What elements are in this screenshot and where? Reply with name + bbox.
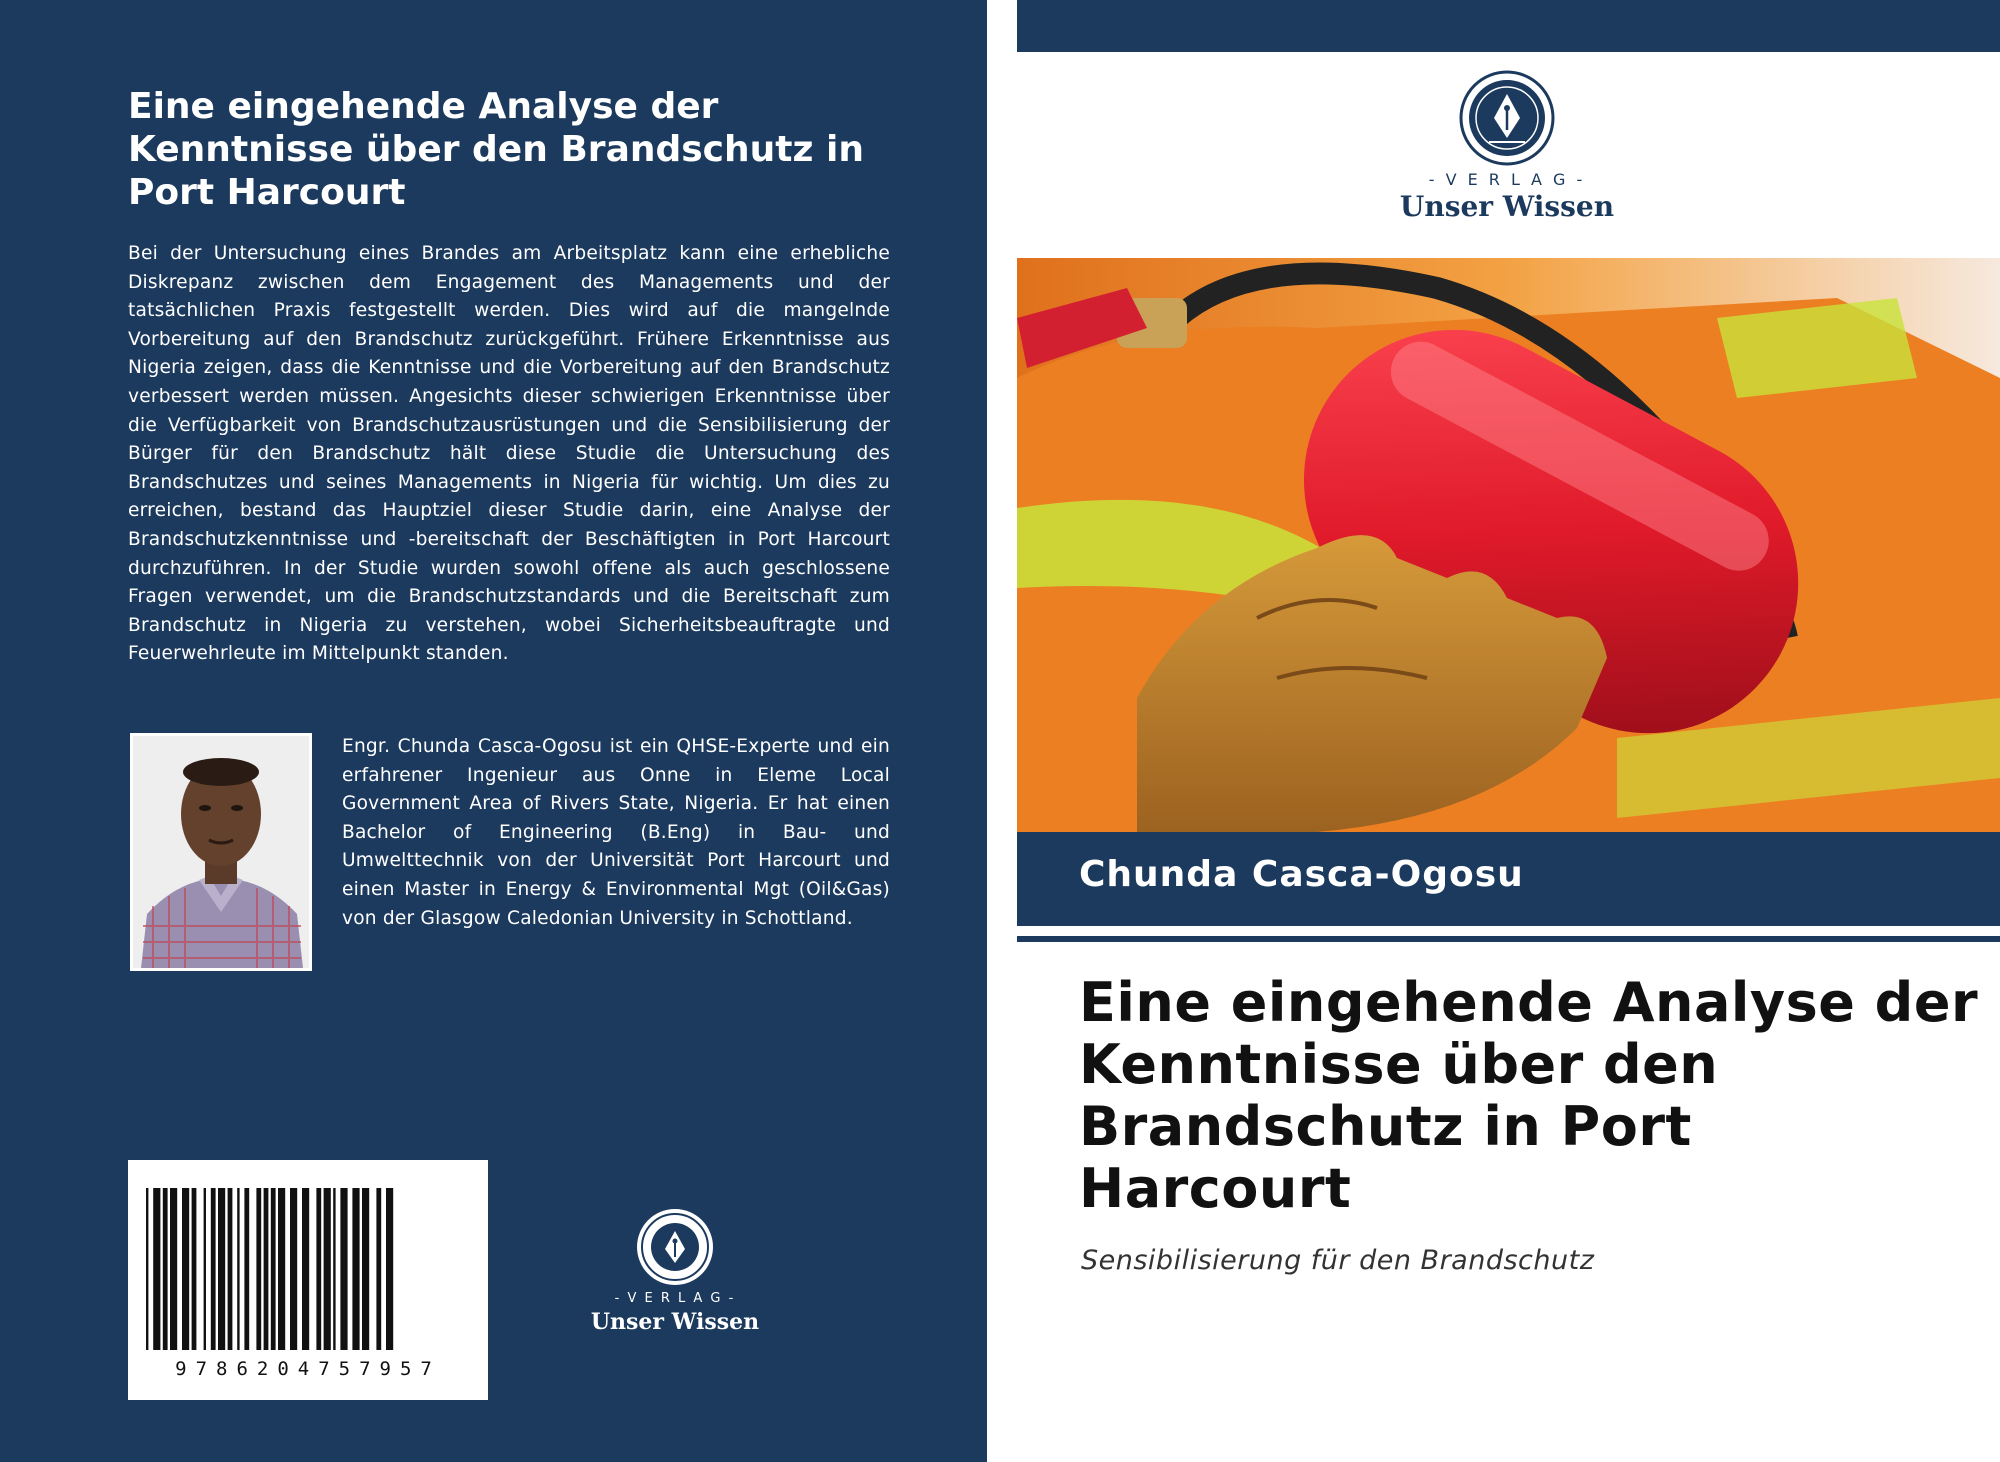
back-cover-blurb: Bei der Untersuchung eines Brandes am Arbeitsplatz kann eine erhebliche Diskrepanz zwischen dem Engagement des Managements und der tatsächlichen Praxis festgestellt werden. Dies wird auf die mangelnde Vorbereitung auf den Brandschutz zurückgeführt. Frühere Erkenntnisse aus Nigeria zeigen, dass die Kenntnisse und die Vorbereitung auf den Brandschutz verbessert werden müssen. Angesichts dieser schwierigen Erkenntnisse über die Verfügbarkeit von Brandschutzausrüstungen und die Sensibilisierung der Bürger für den Brandschutz hält diese Studie die Untersuchung des Brandschutzes und seines Managements in Nigeria für wichtig. Um dies zu erreichen, bestand das Hauptziel dieser Studie darin, eine Analyse der Brandschutzkenntnisse und -bereitschaft der Beschäftigten in Port Harcourt durchzuführen. In der Studie wurden sowohl offene als auch geschlossene Fragen verwendet, um die Brandschutzstandards und die Bereitschaft zum Brandschutz in Nigeria zu verstehen, wobei Sicherheitsbeauftragte und Feuerwehrleute im Mittelpunkt standen.	[128, 243, 890, 665]
back-publisher-name: Unser Wissen	[590, 1309, 760, 1335]
barcode-bar	[376, 1188, 381, 1350]
front-publisher-name: Unser Wissen	[1399, 190, 1615, 223]
barcode-bar	[302, 1188, 309, 1350]
front-cover	[1017, 0, 2000, 1462]
barcode-bar	[146, 1188, 148, 1350]
barcode-bar	[244, 1188, 249, 1350]
barcode-bar	[290, 1188, 297, 1350]
author-band	[1017, 832, 2000, 926]
barcode-bar	[352, 1188, 359, 1350]
back-cover-title: Eine eingehende Analyse der Kenntnisse über den Brandschutz in Port Harcourt	[128, 86, 864, 213]
barcode-bar	[386, 1188, 393, 1350]
isbn-barcode	[128, 1160, 488, 1400]
front-author-name: Chunda Casca-Ogosu	[1079, 854, 1524, 895]
barcode-bar	[218, 1188, 225, 1350]
barcode-bar	[192, 1188, 197, 1350]
front-divider-rule	[1017, 936, 2000, 942]
barcode-bar	[333, 1188, 335, 1350]
barcode-bar	[170, 1188, 177, 1350]
barcode-bar	[211, 1188, 216, 1350]
front-cover-subtitle: Sensibilisierung für den Brandschutz	[1081, 1245, 1595, 1276]
front-top-bar	[1017, 0, 2000, 52]
back-publisher-logo	[580, 1205, 770, 1335]
barcode-bar	[278, 1188, 285, 1350]
cover-photo-fire-extinguisher	[1017, 258, 2000, 832]
author-photo	[130, 733, 312, 971]
author-bio: Engr. Chunda Casca-Ogosu ist ein QHSE-Experte und ein erfahrener Ingenieur aus Onne in Eleme Local Government Area of Rivers State, Nigeria. Er hat einen Bachelor of Engineering (B.Eng) in Bau- und Umwelttechnik von der Universität Port Harcourt und einen Master in Energy & Environmental Mgt (Oil&Gas) von der Glasgow Caledonian University in Schottland.	[342, 736, 890, 929]
barcode-bar	[228, 1188, 233, 1350]
fountain-pen-nib-icon	[580, 1205, 770, 1295]
barcode-bar	[182, 1188, 189, 1350]
barcode-bar	[324, 1188, 331, 1350]
barcode-bar	[316, 1188, 321, 1350]
barcode-bar	[204, 1188, 206, 1350]
back-verlag-label: - V E R L A G -	[614, 1291, 736, 1306]
barcode-bar	[271, 1188, 276, 1350]
barcode-bar	[362, 1188, 369, 1350]
fire-extinguisher-illustration	[1017, 258, 2000, 832]
barcode-bar	[163, 1188, 168, 1350]
back-cover	[0, 0, 987, 1462]
author-portrait-illustration	[133, 736, 309, 968]
barcode-bar	[237, 1188, 239, 1350]
barcode-bars	[128, 1160, 488, 1360]
barcode-bar	[340, 1188, 347, 1350]
front-verlag-label: - V E R L A G -	[1428, 170, 1586, 189]
spine-gap	[987, 0, 1017, 1462]
fountain-pen-nib-icon	[1387, 70, 1627, 170]
front-cover-title: Eine eingehende Analyse der Kenntnisse über den Brandschutz in Port Harcourt	[1079, 971, 1979, 1220]
barcode-number: 9786204757957	[175, 1358, 441, 1380]
barcode-bar	[153, 1188, 160, 1350]
barcode-bar	[256, 1188, 261, 1350]
barcode-bar	[264, 1188, 269, 1350]
front-publisher-logo	[1387, 70, 1627, 230]
